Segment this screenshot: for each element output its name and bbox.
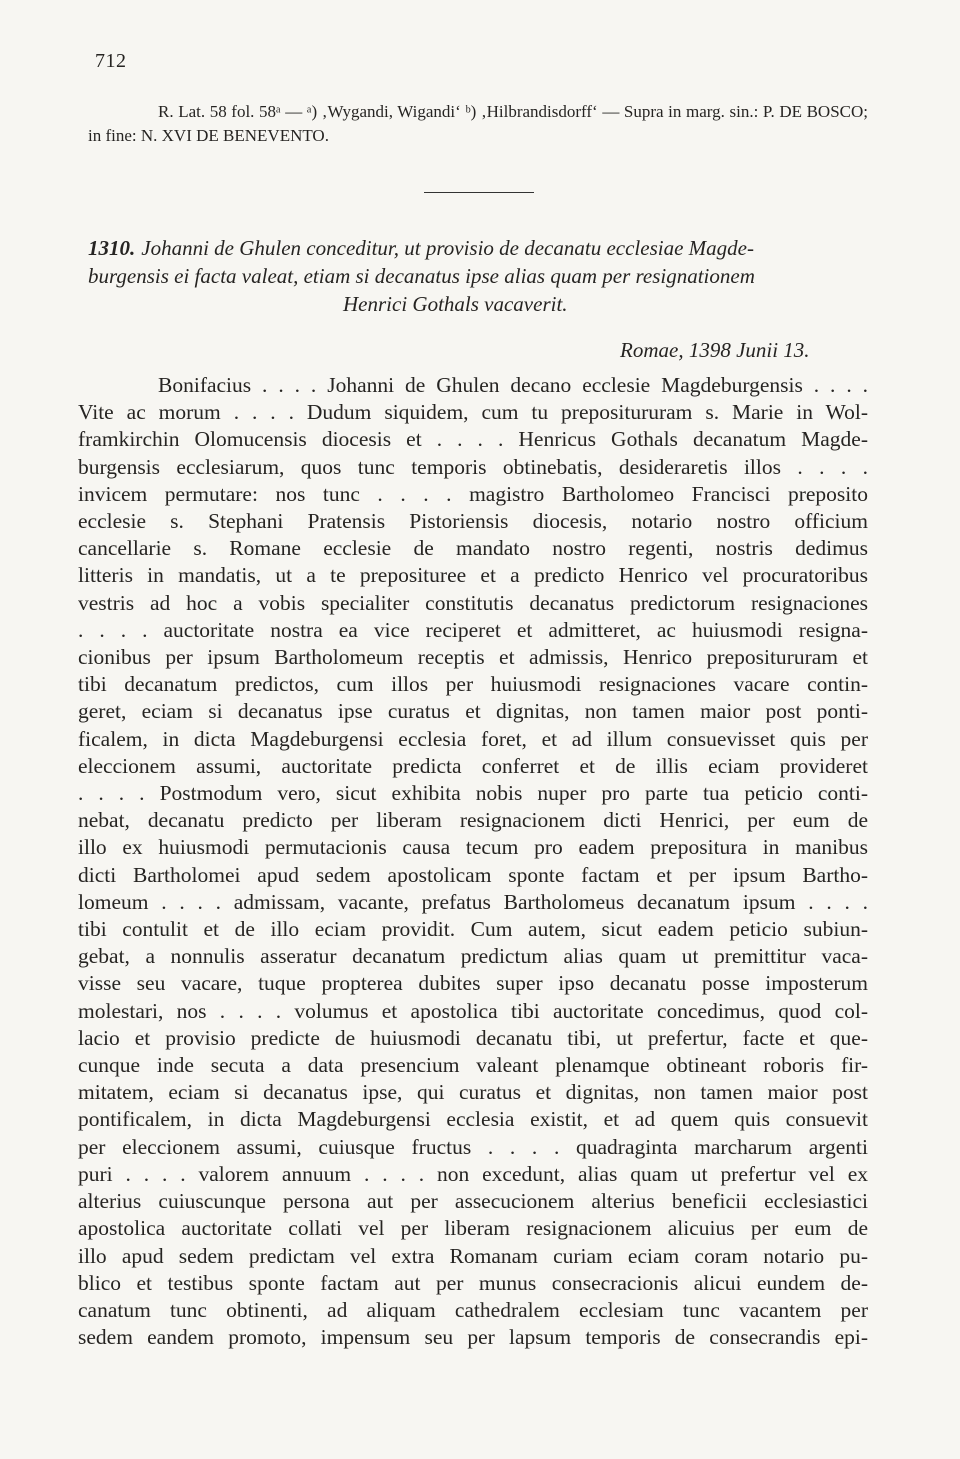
body-line: vestris ad hoc a vobis specialiter constitutis decanatus predictorum resignaciones [78,590,868,615]
body-line: per eleccionem assumi, cuiusque fructus . . . . quadraginta marcharum argenti [78,1134,868,1159]
source-footnote: R. Lat. 58 fol. 58ᵃ — ᵃ) ‚Wygandi, Wigandi‘ ᵇ) ‚Hilbrandisdorff‘ — Supra in marg. sin.: P. DE BOSCO; in fine: N. XVI DE BENEVENTO. [88,102,868,145]
body-line: Vite ac morum . . . . Dudum siquidem, cum tu prepositururam s. Marie in Wol- [78,400,868,425]
body-line: litteris in mandatis, ut a te preposituree et a predicto Henrico vel procuratoribus [78,563,868,588]
body-line: cunque inde secuta a data presencium valeant plenamque obtineant roboris fir- [78,1053,868,1078]
body-line: ficalem, in dicta Magdeburgensi ecclesia foret, et ad illum consuevisset quis per [78,726,868,751]
body-line: sedem eandem promoto, impensum seu per lapsum temporis de consecrandis epi- [78,1325,868,1350]
body-line: illo apud sedem predictam vel extra Romanam curiam eciam coram notario pu- [78,1243,868,1268]
body-line: . . . . auctoritate nostra ea vice reciperet et admitteret, ac huiusmodi resigna- [78,617,868,642]
body-line: pontificalem, in dicta Magdeburgensi ecclesia existit, et ad quem quis consuevit [78,1107,868,1132]
body-line: nebat, decanatu predicto per liberam resignacionem dicti Henrici, per eum de [78,808,868,833]
body-line: tibi decanatum predictos, cum illos per huiusmodi resignaciones vacare contin- [78,672,868,697]
body-line: framkirchin Olomucensis diocesis et . . . . Henricus Gothals decanatum Magde- [78,427,868,452]
body-line: eleccionem assumi, auctoritate predicta conferret et de illis eciam provideret [78,753,868,778]
body-line: mitatem, eciam si decanatus ipse, qui curatus et dignitas, non tamen maior post [78,1080,868,1105]
body-line: Bonifacius . . . . Johanni de Ghulen decano ecclesie Magdeburgensis . . . . [158,373,868,397]
body-line: tibi contulit et de illo eciam providit. Cum autem, sicut eadem peticio subiun- [78,917,868,942]
body-line: gebat, a nonnulis asseratur decanatum predictum alias quam ut premittitur vaca- [78,944,868,969]
heading-line: Henrici Gothals vacaverit. [343,292,568,316]
document-body [78,372,868,1351]
body-line: visse seu vacare, tuque propterea dubites super ipso decanatu posse imposterum [78,971,868,996]
body-line: ecclesie s. Stephani Pratensis Pistoriensis diocesis, notario nostro officium [78,509,868,534]
body-line: lacio et provisio predicte de huiusmodi decanatu tibi, ut prefertur, facte et que- [78,1025,868,1050]
body-line: puri . . . . valorem annuum . . . . non excedunt, alias quam ut prefertur vel ex [78,1161,868,1186]
body-line: dicti Bartholomei apud sedem apostolicam sponte factam et per ipsum Bartho- [78,862,868,887]
body-line: invicem permutare: nos tunc . . . . magistro Bartholomeo Francisci preposito [78,481,868,506]
document-heading [88,234,878,318]
body-line: burgensis ecclesiarum, quos tunc temporis obtinebatis, desideraretis illos . . . . [78,454,868,479]
body-line: illo ex huiusmodi permutacionis causa tecum pro eadem prepositura in manibus [78,835,868,860]
body-line: . . . . Postmodum vero, sicut exhibita nobis nuper pro parte tua peticio conti- [78,781,868,806]
section-divider [424,192,534,193]
body-line: cancellarie s. Romane ecclesie de mandato nostro regenti, nostris dedimus [78,536,868,561]
body-line: cionibus per ipsum Bartholomeum receptis et admissis, Henrico prepositururam et [78,645,868,670]
dateline: Romae, 1398 Junii 13. [620,338,810,362]
page-number: 712 [95,50,127,72]
body-line: alterius cuiuscunque persona aut per assecucionem alterius beneficii ecclesiastici [78,1189,868,1214]
heading-line: 1310. Johanni de Ghulen conceditur, ut provisio de decanatu ecclesiae Magde- [88,236,754,260]
body-line: geret, eciam si decanatus ipse curatus et dignitas, non tamen maior post ponti- [78,699,868,724]
body-line: blico et testibus sponte factam aut per munus consecracionis alicui eundem de- [78,1270,868,1295]
body-line: apostolica auctoritate collati vel per liberam resignacionem alicuius per eum de [78,1216,868,1241]
heading-line: burgensis ei facta valeat, etiam si decanatus ipse alias quam per resignationem [88,264,755,288]
body-line: canatum tunc obtinenti, ad aliquam cathedralem ecclesiam tunc vacantem per [78,1297,868,1322]
body-line: molestari, nos . . . . volumus et apostolica tibi auctoritate concedimus, quod col- [78,998,868,1023]
body-line: lomeum . . . . admissam, vacante, prefatus Bartholomeus decanatum ipsum . . . . [78,889,868,914]
document-number: 1310. [88,236,136,260]
